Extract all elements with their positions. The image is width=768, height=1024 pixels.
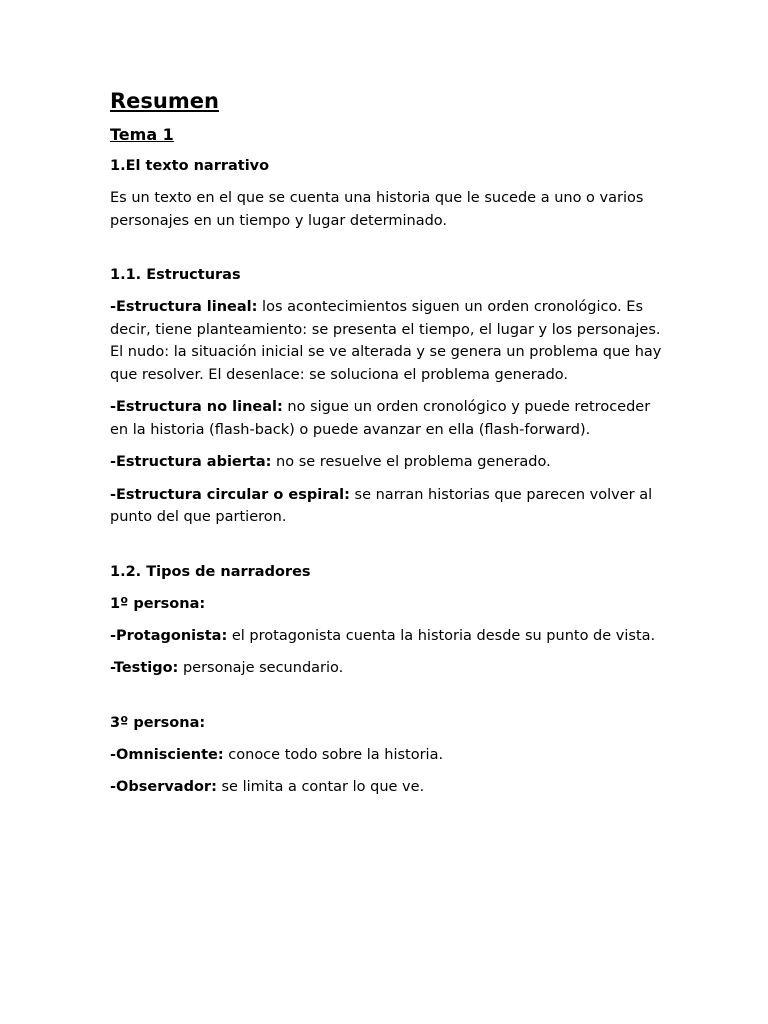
term-text: se limita a contar lo que ve. xyxy=(216,779,425,795)
paragraph-protagonista xyxy=(110,625,670,648)
term-label: -Omnisciente: xyxy=(110,746,224,763)
term-label: -Estructura circular o espiral: xyxy=(110,486,350,503)
term-text: el protagonista cuenta la historia desde su punto de vista. xyxy=(227,627,656,644)
paragraph-estructura-abierta xyxy=(110,451,670,474)
term-label: -Observador: xyxy=(110,779,217,795)
term-text: conoce todo sobre la historia. xyxy=(223,746,444,763)
term-text: no sigue un orden cronológico y puede retroceder en la historia (flash-back) o puede avanzar en ella (flash-forward). xyxy=(110,399,651,438)
subheading-primera-persona: 1º persona: xyxy=(110,595,206,612)
paragraph-estructura-lineal xyxy=(110,296,670,386)
term-text: personaje secundario. xyxy=(178,660,344,676)
term-text: no se resuelve el problema generado. xyxy=(271,454,551,470)
document-title: Resumen xyxy=(110,89,219,113)
document-subtitle: Tema 1 xyxy=(110,125,174,144)
paragraph-definicion: Es un texto en el que se cuenta una historia que le sucede a uno o varios personajes en un tiempo y lugar determinado. xyxy=(110,190,644,229)
section-heading-texto-narrativo: 1.El texto narrativo xyxy=(110,158,270,174)
term-text: los acontecimientos siguen un orden cronológico. Es decir, tiene planteamiento: se presenta el tiempo, el lugar y los personajes. El nudo: la situación inicial se ve alterada y se genera un problema que hay que resolver. El desenlace: se soluciona el problema generado. xyxy=(110,299,662,383)
term-label: -Protagonista: xyxy=(110,627,228,644)
spacer xyxy=(110,242,670,264)
spacer xyxy=(110,539,670,561)
document-page xyxy=(110,86,670,809)
term-label: -Testigo: xyxy=(110,660,179,676)
term-text: se narran historias que parecen volver al punto del que partieron. xyxy=(110,486,653,525)
paragraph-omnisciente xyxy=(110,744,670,767)
section-heading-tipos-narradores: 1.2. Tipos de narradores xyxy=(110,563,311,580)
paragraph-estructura-circular xyxy=(110,484,670,529)
spacer xyxy=(110,690,670,712)
term-label: -Estructura abierta: xyxy=(110,454,272,470)
term-label: -Estructura lineal: xyxy=(110,299,258,315)
paragraph-observador xyxy=(110,776,670,799)
paragraph-testigo xyxy=(110,657,670,680)
paragraph-estructura-no-lineal xyxy=(110,396,670,441)
term-label: -Estructura no lineal: xyxy=(110,399,283,415)
section-heading-estructuras: 1.1. Estructuras xyxy=(110,267,241,283)
subheading-tercera-persona: 3º persona: xyxy=(110,714,206,731)
